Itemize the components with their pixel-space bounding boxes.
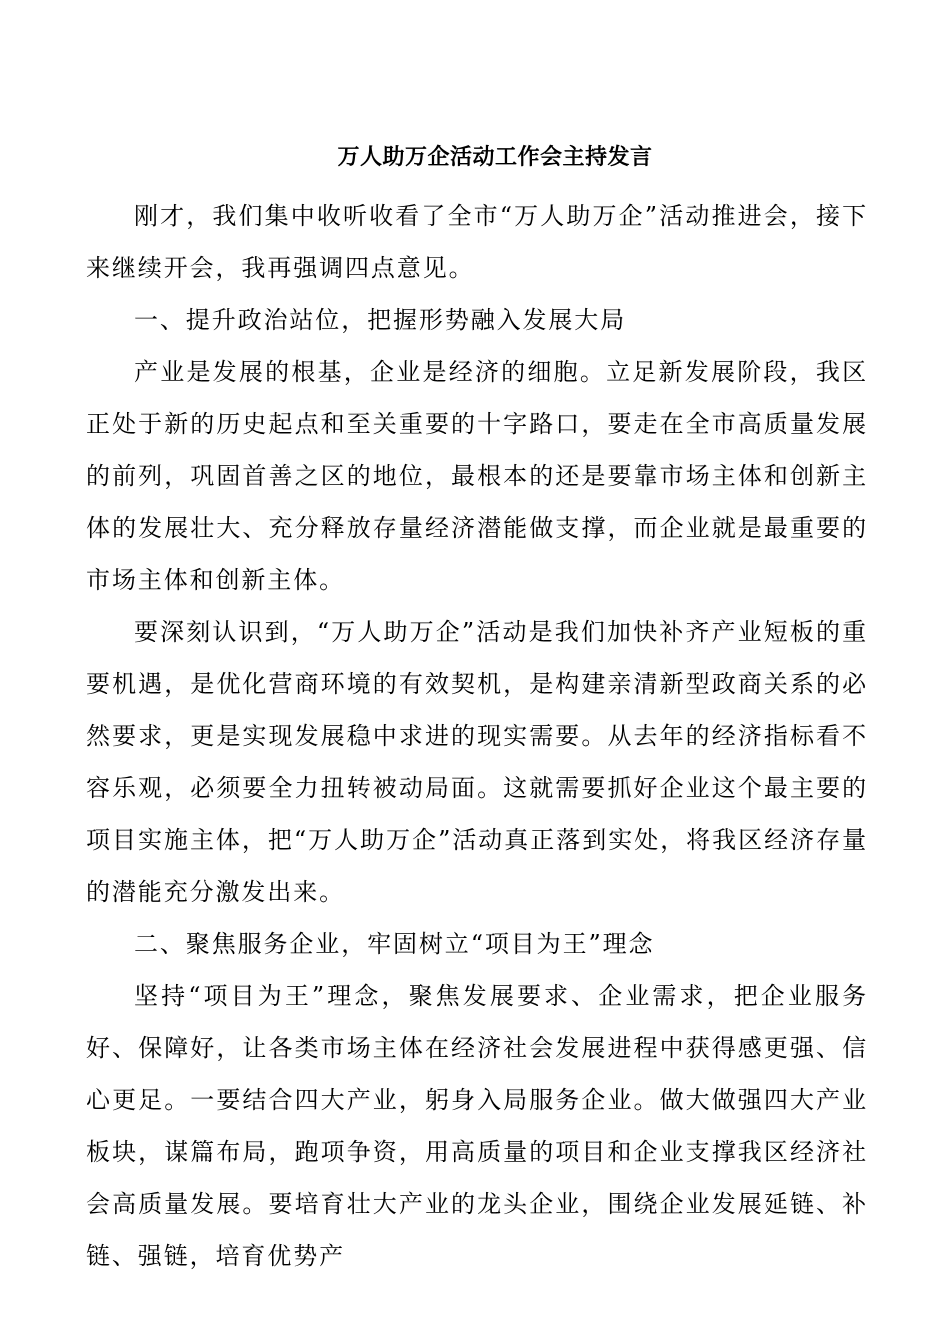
section-heading-1: 一、提升政治站位，把握形势融入发展大局 [134, 306, 627, 334]
paragraph-project-first: 坚持“项目为王”理念，聚焦发展要求、企业需求，把企业服务好、保障好，让各类市场主体在经济社会发展进程中获得感更强、信心更足。一要结合四大产业，躬身入局服务企业。做大做强四大产业板块，谋篇布局，跑项争资，用高质量的项目和企业支撑我区经济社会高质量发展。要培育壮大产业的龙头企业，围绕企业发展延链、补链、强链，培育优势产 [86, 982, 868, 1270]
paragraph-industry-foundation: 产业是发展的根基，企业是经济的细胞。立足新发展阶段，我区正处于新的历史起点和至关重要的十字路口，要走在全市高质量发展的前列，巩固首善之区的地位，最根本的还是要靠市场主体和创新主体的发展壮大、充分释放存量经济潜能做支撑，而企业就是最重要的市场主体和创新主体。 [86, 358, 868, 594]
paragraph-activity-significance: 要深刻认识到，“万人助万企”活动是我们加快补齐产业短板的重要机遇，是优化营商环境的有效契机，是构建亲清新型政商关系的必然要求，更是实现发展稳中求进的现实需要。从去年的经济指标看不容乐观，必须要全力扭转被动局面。这就需要抓好企业这个最主要的项目实施主体，把“万人助万企”活动真正落到实处，将我区经济存量的潜能充分激发出来。 [86, 618, 868, 906]
document-title: 万人助万企活动工作会主持发言 [337, 144, 653, 170]
section-heading-2: 二、聚焦服务企业，牢固树立“项目为王”理念 [134, 930, 655, 958]
paragraph-intro: 刚才，我们集中收听收看了全市“万人助万企”活动推进会，接下来继续开会，我再强调四点意见。 [86, 202, 868, 282]
document-body [86, 190, 868, 1282]
